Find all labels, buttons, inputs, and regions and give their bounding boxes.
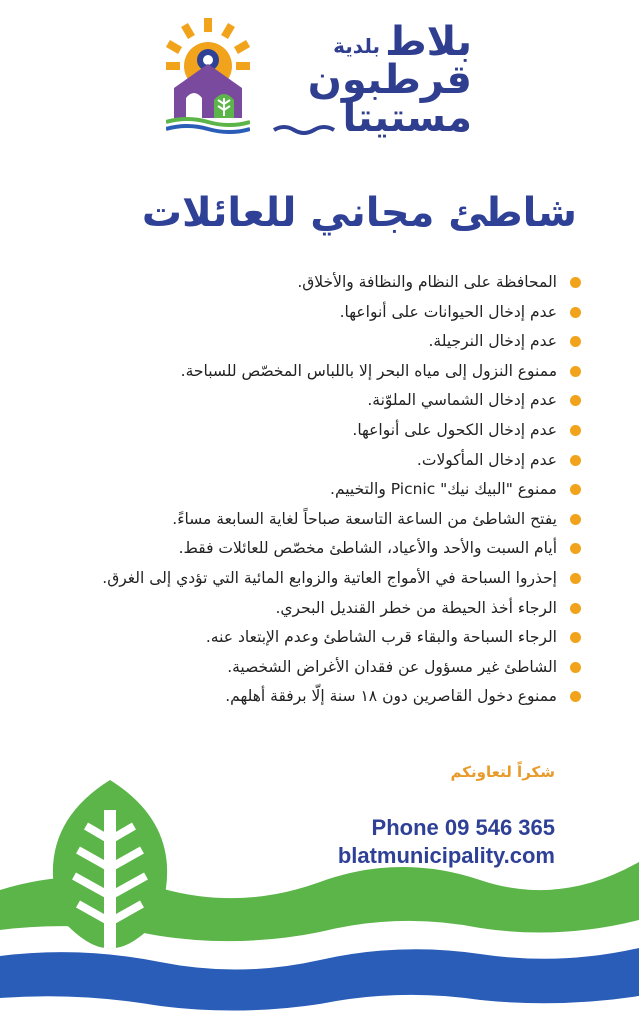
logo-municipality-label: بلدية: [333, 34, 380, 58]
page-title: شاطئ مجاني للعائلات: [141, 190, 577, 236]
list-item: [41, 623, 581, 653]
list-item: [41, 505, 581, 535]
list-item: [41, 327, 581, 357]
bullet-icon: [570, 277, 581, 288]
rule-text: عدم إدخال النرجيلة.: [428, 332, 557, 351]
bullet-icon: [570, 662, 581, 673]
list-item: [41, 594, 581, 624]
logo-line-1: بلاط: [385, 19, 472, 65]
rule-text: ممنوع النزول إلى مياه البحر إلا باللباس المخصّص للسباحة.: [180, 361, 557, 380]
bullet-icon: [570, 455, 581, 466]
rule-text: المحافظة على النظام والنظافة والأخلاق.: [297, 273, 557, 291]
logo-line-2: قرطبون: [307, 57, 472, 103]
logo-wave-icon: [272, 122, 342, 136]
phone-number[interactable]: Phone 09 546 365: [371, 815, 555, 840]
rules-list: [41, 268, 581, 712]
list-item: [41, 446, 581, 476]
thanks-text: شكراً لتعاونكم: [450, 763, 555, 781]
bullet-icon: [570, 425, 581, 436]
list-item: [41, 534, 581, 564]
list-item: [41, 564, 581, 594]
website-link[interactable]: blatmunicipality.com: [337, 843, 555, 868]
list-item: [41, 357, 581, 387]
bullet-icon: [570, 573, 581, 584]
bullet-icon: [570, 307, 581, 318]
leaf-icon: [53, 780, 167, 948]
rule-text: عدم إدخال المأكولات.: [416, 450, 557, 469]
list-item: [41, 416, 581, 446]
rule-text: الرجاء أخذ الحيطة من خطر القنديل البحري.: [275, 598, 557, 617]
rule-text: ممنوع "البيك نيك" Picnic والتخييم.: [330, 480, 557, 499]
list-item: [41, 475, 581, 505]
rule-text: عدم إدخال الحيوانات على أنواعها.: [339, 302, 557, 321]
list-item: [41, 386, 581, 416]
list-item: [41, 268, 581, 298]
bullet-icon: [570, 395, 581, 406]
rule-text: عدم إدخال الشماسي الملوّنة.: [367, 391, 557, 410]
bullet-icon: [570, 366, 581, 377]
rule-text: أيام السبت والأحد والأعياد، الشاطئ مخصّص للعائلات فقط.: [178, 539, 557, 558]
bullet-icon: [570, 603, 581, 614]
logo-line-3: مستيتا: [342, 95, 472, 141]
rule-text: عدم إدخال الكحول على أنواعها.: [352, 420, 557, 439]
bullet-icon: [570, 514, 581, 525]
rule-text: يفتح الشاطئ من الساعة التاسعة صباحاً لغاية السابعة مساءً.: [172, 509, 557, 528]
bullet-icon: [570, 691, 581, 702]
footer-graphic: [0, 770, 639, 1024]
list-item: [41, 298, 581, 328]
rule-text: الرجاء السباحة والبقاء قرب الشاطئ وعدم الإبتعاد عنه.: [205, 628, 557, 647]
list-item: [41, 682, 581, 712]
rule-text: ممنوع دخول القاصرين دون ١٨ سنة إلّا برفقة أهلهم.: [225, 687, 557, 706]
bullet-icon: [570, 543, 581, 554]
bullet-icon: [570, 632, 581, 643]
rule-text: الشاطئ غير مسؤول عن فقدان الأغراض الشخصية.: [227, 657, 557, 676]
rule-text: إحذروا السباحة في الأمواج العاتية والزوابع المائية التي تؤدي إلى الغرق.: [102, 568, 557, 587]
bullet-icon: [570, 336, 581, 347]
municipality-name: [272, 19, 472, 141]
bullet-icon: [570, 484, 581, 495]
list-item: [41, 653, 581, 683]
municipality-emblem-icon: [166, 18, 250, 136]
